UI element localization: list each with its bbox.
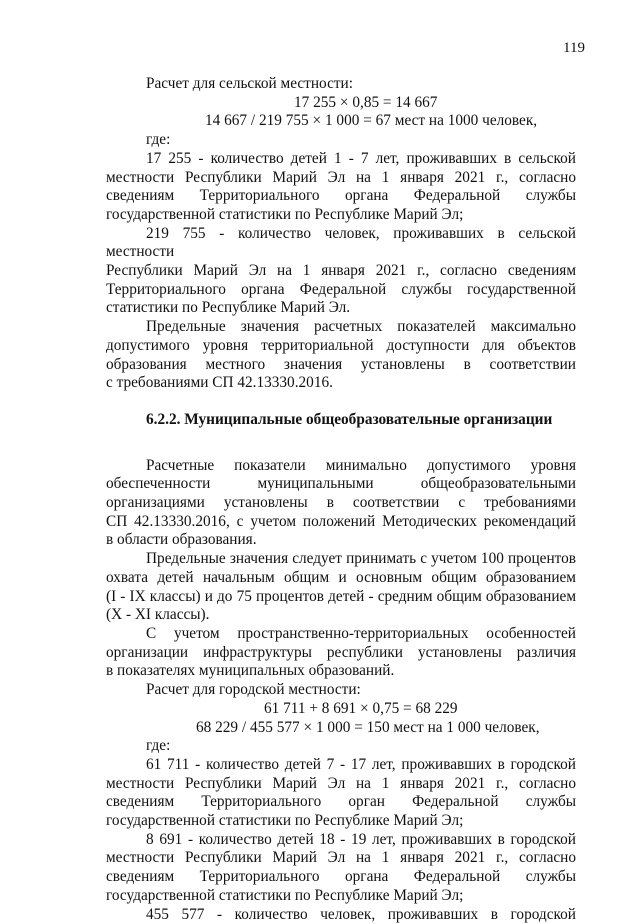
paragraph-indicators: [106, 457, 576, 551]
paragraph-urban-children: [106, 756, 576, 831]
where-label-1: где:: [146, 131, 171, 149]
text-line: охвата детей начальным общим и основным общим образованием: [106, 568, 576, 586]
text-line: образования местного значения установлены в соответствии: [106, 355, 576, 373]
formula-urban-2: 68 229 / 455 577 × 1 000 = 150 мест на 1 000 человек,: [196, 718, 540, 736]
document-body: [106, 75, 576, 924]
section-heading: 6.2.2. Муниципальные общеобразовательные организации: [146, 410, 553, 428]
text-line: С учетом пространственно-территориальных особенностей: [146, 624, 576, 642]
where-label-2: где:: [146, 737, 171, 755]
calc-urban-label: Расчет для городской местности:: [146, 681, 361, 699]
text-line: местности Республики Марий Эл на 1 января 2021 г., согласно: [106, 168, 576, 186]
paragraph-urban-population: [106, 906, 576, 924]
formula-rural-2: 14 667 / 219 755 × 1 000 = 67 мест на 1000 человек,: [205, 112, 538, 130]
text-line: организации инфраструктуры республики установлены различия: [106, 643, 576, 661]
text-line: сведениям Территориального органа Федеральной службы: [106, 868, 576, 886]
text-line: в области образования.: [106, 531, 257, 549]
text-line: государственной статистики по Республике Марий Эл;: [106, 812, 464, 830]
paragraph-limit-values: [106, 318, 576, 393]
paragraph-rural-population: [106, 225, 576, 319]
text-line: 17 255 - количество детей 1 - 7 лет, проживавших в сельской: [146, 149, 576, 167]
page-number: 119: [563, 40, 585, 56]
text-line: 219 755 - количество человек, проживавших в сельской местности: [106, 224, 576, 261]
text-line: организациями установлены в соответствии с требованиями: [106, 494, 576, 512]
text-line: Расчетные показатели минимально допустимого уровня: [146, 456, 576, 474]
text-line: Республики Марий Эл на 1 января 2021 г., согласно сведениям: [106, 262, 576, 280]
text-line: 455 577 - количество человек, проживавших в городской: [146, 905, 576, 923]
calc-rural-label: Расчет для сельской местности:: [146, 75, 353, 92]
text-line: Предельные значения расчетных показателей максимально: [146, 318, 576, 336]
text-line: сведениям Территориального орган Федеральной службы: [106, 793, 576, 811]
paragraph-spatial: [106, 625, 576, 681]
text-line: государственной статистики по Республике Марий Эл;: [106, 205, 464, 223]
text-line: государственной статистики по Республике Марий Эл;: [106, 886, 464, 904]
text-line: 61 711 - количество детей 7 - 17 лет, проживавших в городской: [146, 755, 576, 773]
text-line: допустимого уровня территориальной доступности для объектов: [106, 336, 576, 354]
text-line: статистики по Республике Марий Эл.: [106, 299, 351, 317]
text-line: сведениям Территориального органа Федеральной службы: [106, 187, 576, 205]
text-line: обеспеченности муниципальными общеобразовательными: [106, 475, 576, 493]
text-line: Территориального органа Федеральной службы государственной: [106, 280, 576, 298]
text-line: (X - XI классы).: [106, 606, 210, 624]
paragraph-urban-youth: [106, 831, 576, 906]
text-line: СП 42.13330.2016, с учетом положений Методических рекомендаций: [106, 512, 576, 530]
text-line: с требованиями СП 42.13330.2016.: [106, 374, 333, 392]
paragraph-rural-children: [106, 150, 576, 225]
text-line: местности Республики Марий Эл на 1 января 2021 г., согласно: [106, 774, 576, 792]
text-line: 8 691 - количество детей 18 - 19 лет, проживавших в городской: [146, 830, 576, 848]
paragraph-coverage: [106, 550, 576, 625]
text-line: в показателях муниципальных образований.: [106, 662, 395, 680]
formula-urban-1: 61 711 + 8 691 × 0,75 = 68 229: [264, 699, 458, 717]
text-line: (I - IX классы) и до 75 процентов детей - средним общим образованием: [106, 587, 576, 605]
text-line: местности Республики Марий Эл на 1 января 2021 г., согласно: [106, 849, 576, 867]
formula-rural-1: 17 255 × 0,85 = 14 667: [294, 93, 438, 111]
text-line: Предельные значения следует принимать с учетом 100 процентов: [146, 550, 576, 568]
